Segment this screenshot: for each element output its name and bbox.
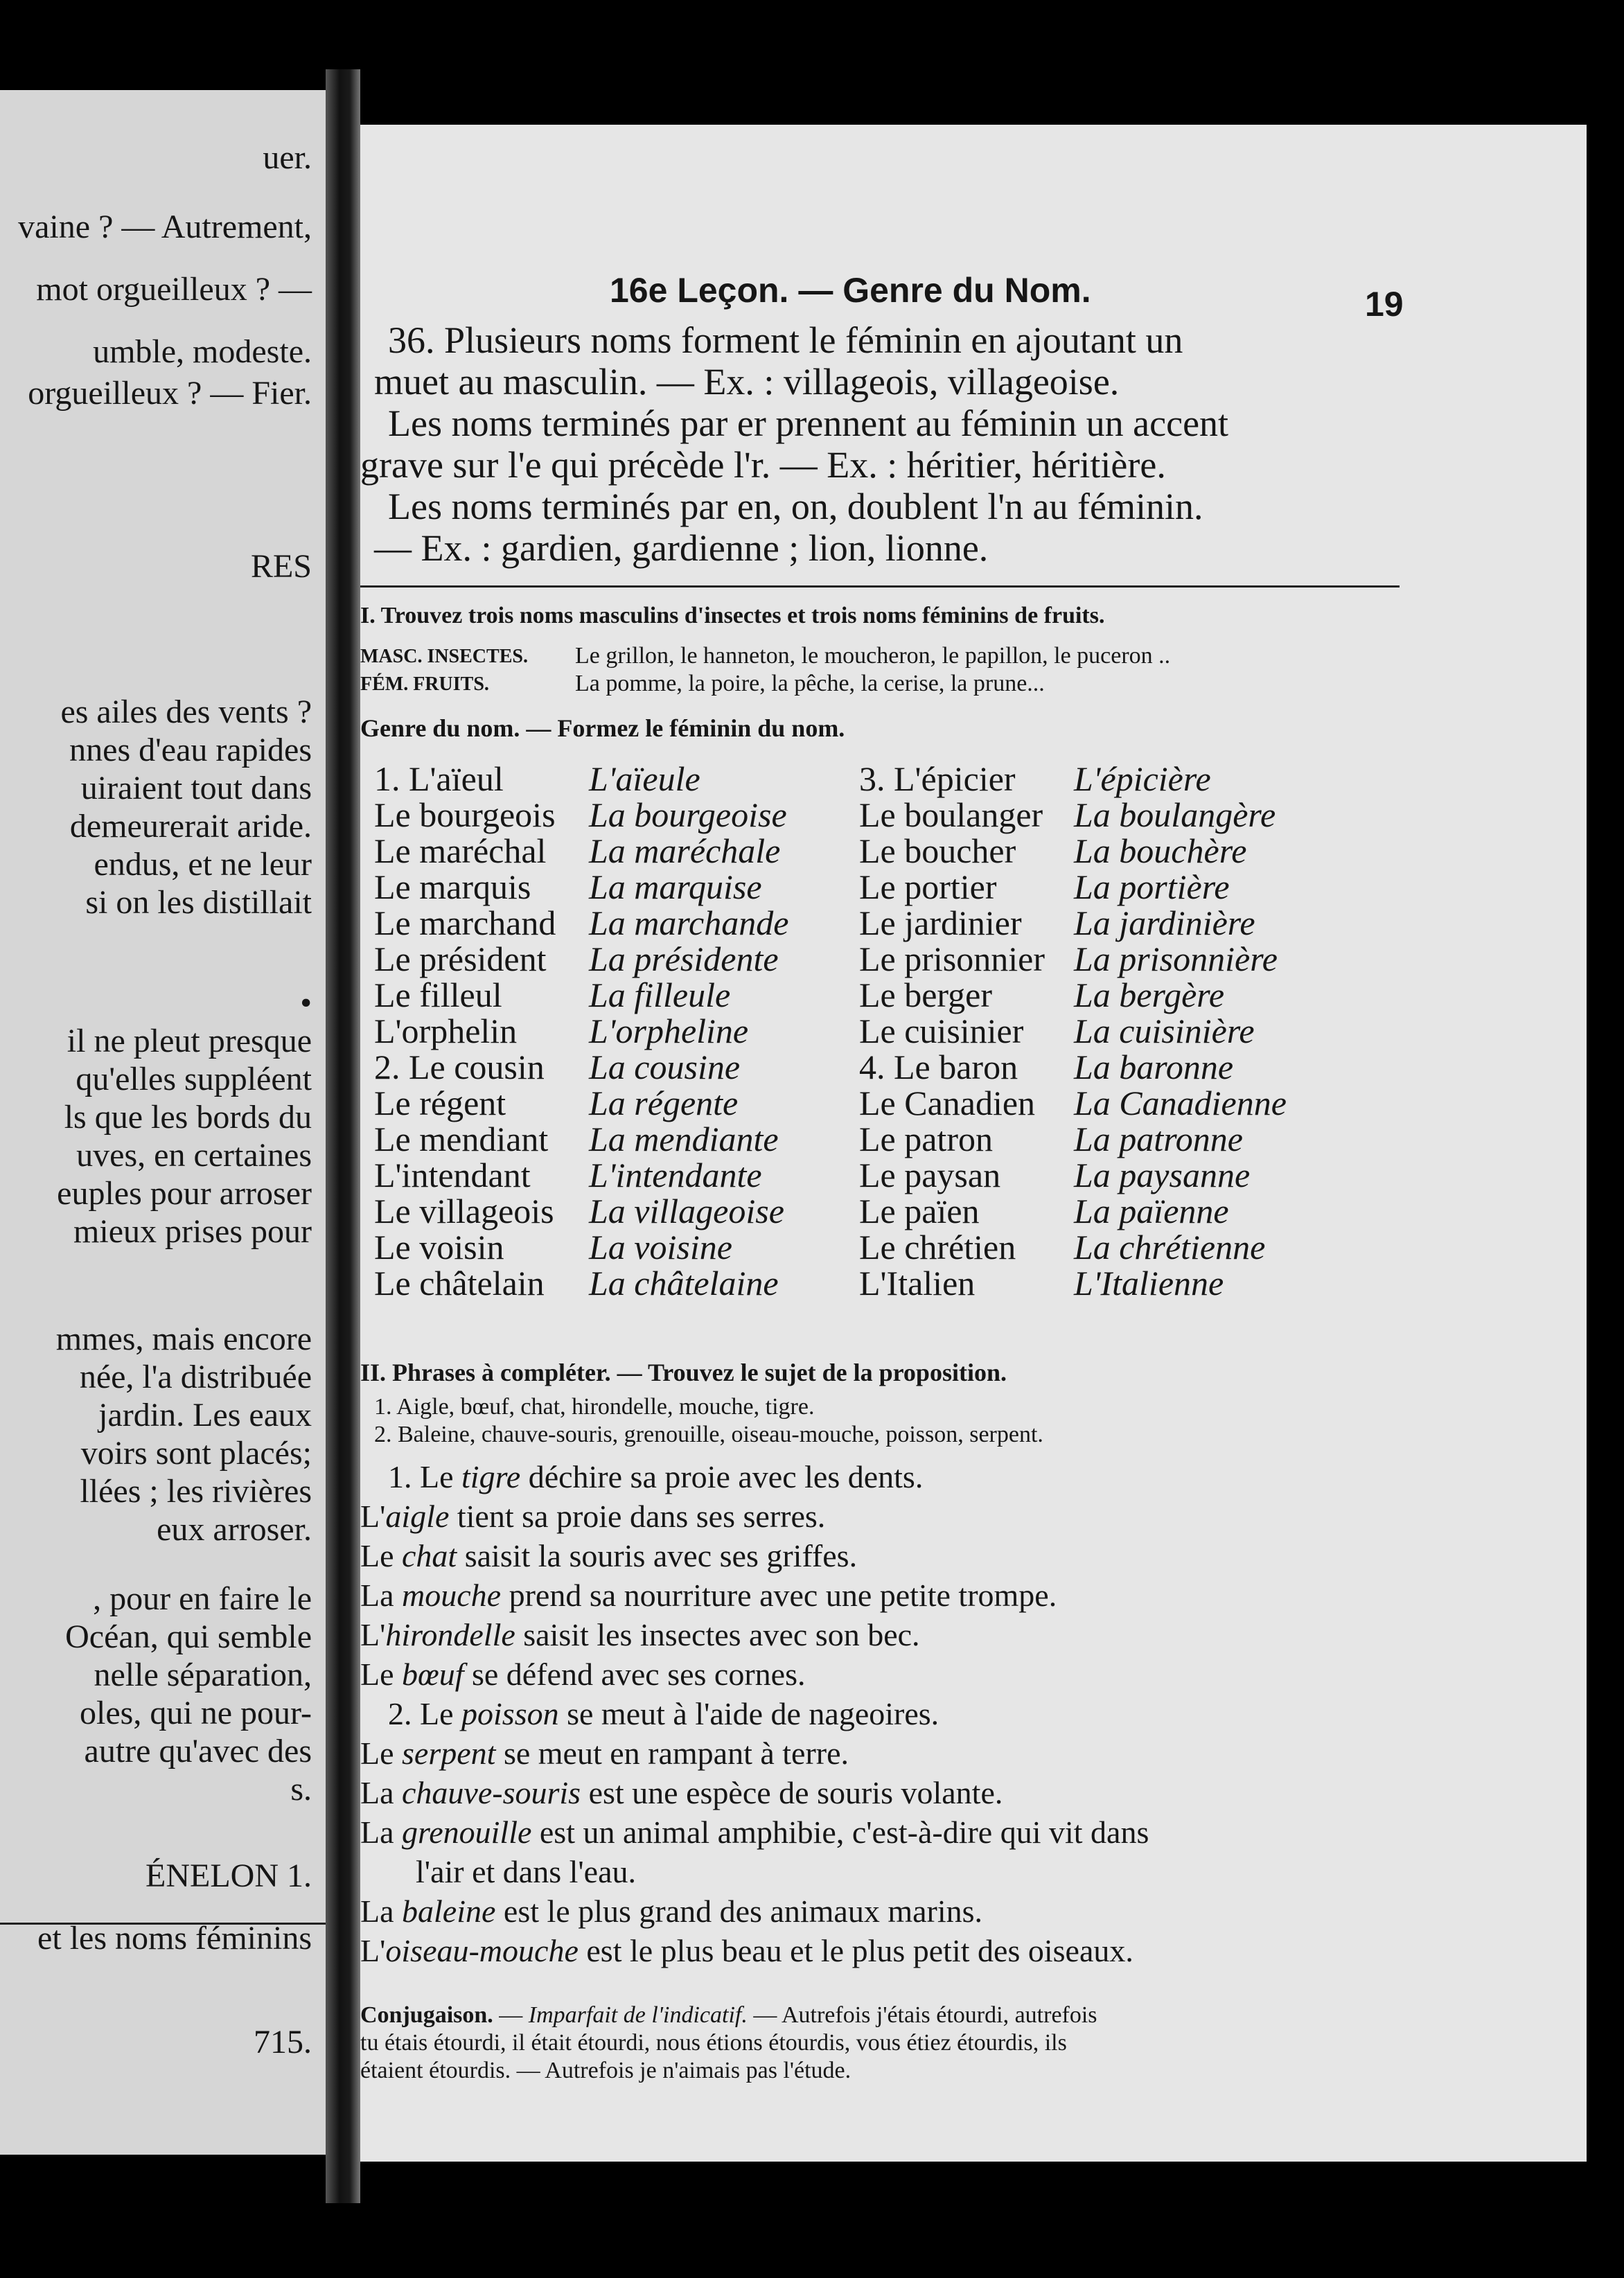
sentence-text: se défend avec ses cornes. <box>464 1657 806 1692</box>
sentence-text: La <box>360 1578 403 1613</box>
left-page-line: mieux prises pour <box>73 1213 312 1250</box>
sentence-text: L' <box>360 1617 386 1652</box>
sentence-subject: grenouille <box>402 1815 532 1850</box>
sentence-subject: serpent <box>402 1736 496 1771</box>
lesson-header: 16e Leçon. — Genre du Nom. <box>610 271 1091 310</box>
sentence-text: Le <box>360 1657 403 1692</box>
left-page-line: mot orgueilleux ? — <box>36 271 312 308</box>
masc-insects-text: Le grillon, le hanneton, le moucheron, le papillon, le puceron .. <box>575 643 1171 669</box>
conjugaison-dash: — <box>493 2002 529 2028</box>
masculine-noun: 1. L'aïeul <box>374 759 504 798</box>
left-page-line: nelle séparation, <box>94 1657 312 1693</box>
left-page-line: mmes, mais encore <box>55 1321 312 1357</box>
left-page-line: umble, modeste. <box>93 333 312 370</box>
masculine-noun: Le mendiant <box>374 1120 549 1158</box>
sentence-subject: chauve-souris <box>402 1775 581 1810</box>
feminine-noun: La prisonnière <box>1074 939 1278 978</box>
feminine-noun: La patronne <box>1074 1120 1243 1158</box>
sentence-text: déchire sa proie avec les dents. <box>520 1459 924 1494</box>
sentence-text: est un animal amphibie, c'est-à-dire qui vit dans <box>531 1815 1149 1850</box>
sentence-text: La <box>360 1893 403 1929</box>
feminine-noun: L'orpheline <box>589 1012 749 1050</box>
left-page-line: RES <box>250 548 312 585</box>
masculine-noun: Le régent <box>374 1084 506 1122</box>
page-number: 19 <box>1365 285 1404 324</box>
masculine-noun: L'orphelin <box>374 1012 518 1050</box>
sentence-text: 1. Le <box>388 1459 462 1494</box>
left-page-line: si on les distillait <box>85 884 312 921</box>
left-page-line: , pour en faire le <box>93 1580 312 1617</box>
word-list-1: 1. Aigle, bœuf, chat, hirondelle, mouche, tigre. <box>374 1394 815 1420</box>
genre-heading: Genre du nom. — Formez le féminin du nom. <box>360 714 845 742</box>
feminine-noun: La maréchale <box>589 831 781 870</box>
sentence-line <box>360 1893 982 1930</box>
masculine-noun: L'intendant <box>374 1156 531 1194</box>
left-page-line: ÉNELON 1. <box>145 1857 312 1894</box>
feminine-noun: La portière <box>1074 867 1230 906</box>
conjugaison-text-1: — Autrefois j'étais étourdi, autrefois <box>747 2002 1097 2028</box>
masculine-noun: Le cuisinier <box>859 1012 1024 1050</box>
sentence-line <box>360 1498 825 1535</box>
conjugaison-line-2: tu étais étourdi, il était étourdi, nous étions étourdis, vous étiez étourdis, ils <box>360 2030 1067 2056</box>
sentence-line <box>360 1735 849 1772</box>
sentence-subject: aigle <box>385 1499 450 1534</box>
rule-line: — Ex. : gardien, gardienne ; lion, lionne. <box>374 527 989 569</box>
sentence-line <box>416 1853 636 1890</box>
masculine-noun: Le boucher <box>859 831 1016 870</box>
masculine-noun: Le maréchal <box>374 831 547 870</box>
conjugaison-line-1 <box>360 2002 1097 2029</box>
masculine-noun: 3. L'épicier <box>859 759 1016 798</box>
left-page-line: Océan, qui semble <box>65 1618 312 1655</box>
left-page-line: orgueilleux ? — Fier. <box>28 375 312 412</box>
left-page-line: vaine ? — Autrement, <box>18 209 312 245</box>
feminine-noun: La cousine <box>589 1048 741 1086</box>
feminine-noun: La païenne <box>1074 1192 1229 1230</box>
feminine-noun: La Canadienne <box>1074 1084 1287 1122</box>
word-list-2: 2. Baleine, chauve-souris, grenouille, oiseau-mouche, poisson, serpent. <box>374 1422 1043 1447</box>
feminine-noun: La chrétienne <box>1074 1228 1266 1266</box>
left-page-line: et les noms féminins <box>37 1920 312 1957</box>
masculine-noun: Le villageois <box>374 1192 554 1230</box>
fem-fruits-text: La pomme, la poire, la pêche, la cerise, la prune... <box>575 671 1045 696</box>
feminine-noun: La bourgeoise <box>589 795 787 834</box>
masculine-noun: Le châtelain <box>374 1264 545 1303</box>
rule-line: Les noms terminés par en, on, doublent l'n au féminin. <box>388 486 1203 527</box>
masculine-noun: Le patron <box>859 1120 993 1158</box>
left-facing-page <box>0 90 326 2155</box>
sentence-text: se meut en rampant à terre. <box>495 1736 849 1771</box>
conjugaison-line-3: étaient étourdis. — Autrefois je n'aimais pas l'étude. <box>360 2058 851 2083</box>
left-page-line: née, l'a distribuée <box>79 1359 312 1395</box>
right-page <box>360 125 1587 2162</box>
fem-label: FÉM. FRUITS. <box>360 673 489 695</box>
sentence-text: saisit la souris avec ses griffes. <box>457 1538 858 1573</box>
sentence-line <box>360 1577 1057 1614</box>
masculine-noun: Le voisin <box>374 1228 504 1266</box>
left-page-line: voirs sont placés; <box>80 1435 312 1472</box>
feminine-noun: La bergère <box>1074 975 1225 1014</box>
sentence-text: La <box>360 1815 403 1850</box>
masculine-noun: Le bourgeois <box>374 795 556 834</box>
masculine-noun: Le boulanger <box>859 795 1043 834</box>
sentence-line <box>360 1616 920 1653</box>
left-page-line: • <box>300 985 312 1021</box>
left-page-line: 715. <box>254 2024 312 2060</box>
left-page-line: demeurerait aride. <box>69 808 312 845</box>
masculine-noun: Le berger <box>859 975 993 1014</box>
feminine-noun: La baronne <box>1074 1048 1234 1086</box>
left-page-line: ls que les bords du <box>64 1099 312 1136</box>
left-page-line: uer. <box>263 139 312 176</box>
sentence-subject: oiseau-mouche <box>385 1933 579 1968</box>
masculine-noun: Le marchand <box>374 903 556 942</box>
feminine-noun: La filleule <box>589 975 731 1014</box>
left-page-line: llées ; les rivières <box>80 1473 312 1510</box>
feminine-noun: La villageoise <box>589 1192 784 1230</box>
rule-line: 36. Plusieurs noms forment le féminin en ajoutant un <box>388 319 1183 361</box>
sentence-text: est le plus grand des animaux marins. <box>495 1893 983 1929</box>
masc-label: MASC. INSECTES. <box>360 646 528 667</box>
feminine-noun: L'épicière <box>1074 759 1211 798</box>
feminine-noun: La régente <box>589 1084 739 1122</box>
masculine-noun: Le jardinier <box>859 903 1022 942</box>
left-page-line: uiraient tout dans <box>80 770 312 806</box>
sentence-subject: tigre <box>461 1459 521 1494</box>
conjugaison-label: Conjugaison. <box>360 2002 493 2028</box>
sentence-subject: hirondelle <box>385 1617 515 1652</box>
feminine-noun: La voisine <box>589 1228 732 1266</box>
exercise-1-heading: I. Trouvez trois noms masculins d'insectes et trois noms féminins de fruits. <box>360 603 1105 628</box>
masculine-noun: Le chrétien <box>859 1228 1016 1266</box>
left-page-line: eux arroser. <box>157 1511 312 1548</box>
left-page-line: jardin. Les eaux <box>98 1397 312 1433</box>
feminine-noun: La châtelaine <box>589 1264 779 1303</box>
masculine-noun: Le portier <box>859 867 997 906</box>
sentence-text: L' <box>360 1933 386 1968</box>
feminine-noun: La présidente <box>589 939 779 978</box>
feminine-noun: L'Italienne <box>1074 1264 1224 1303</box>
sentence-subject: mouche <box>402 1578 502 1613</box>
book-spine <box>326 69 360 2203</box>
masculine-noun: Le prisonnier <box>859 939 1045 978</box>
section-divider <box>360 585 1400 588</box>
left-page-line: endus, et ne leur <box>94 846 312 883</box>
left-page-line: s. <box>290 1771 312 1808</box>
masculine-noun: Le païen <box>859 1192 980 1230</box>
sentence-line <box>360 1932 1133 1969</box>
left-page-line: il ne pleut presque <box>67 1023 312 1059</box>
masculine-noun: Le marquis <box>374 867 531 906</box>
sentence-subject: bœuf <box>402 1657 464 1692</box>
sentence-subject: poisson <box>461 1696 559 1731</box>
sentence-text: Le <box>360 1538 403 1573</box>
sentence-text: est une espèce de souris volante. <box>581 1775 1003 1810</box>
masculine-noun: Le président <box>374 939 547 978</box>
left-page-line: qu'elles suppléent <box>76 1061 312 1097</box>
left-page-line: es ailes des vents ? <box>60 694 312 730</box>
sentence-text: La <box>360 1775 403 1810</box>
sentence-text: saisit les insectes avec son bec. <box>515 1617 920 1652</box>
feminine-noun: L'aïeule <box>589 759 700 798</box>
sentence-text: se meut à l'aide de nageoires. <box>558 1696 939 1731</box>
masculine-noun: L'Italien <box>859 1264 976 1303</box>
sentence-text: est le plus beau et le plus petit des oiseaux. <box>578 1933 1133 1968</box>
masculine-noun: 4. Le baron <box>859 1048 1018 1086</box>
sentence-subject: baleine <box>402 1893 496 1929</box>
rule-line: muet au masculin. — Ex. : villageois, villageoise. <box>374 361 1120 403</box>
sentence-line <box>388 1695 939 1732</box>
masculine-noun: Le filleul <box>374 975 502 1014</box>
sentence-line <box>360 1537 857 1574</box>
feminine-noun: La marchande <box>589 903 789 942</box>
feminine-noun: La bouchère <box>1074 831 1247 870</box>
sentence-line <box>360 1774 1003 1811</box>
sentence-text: Le <box>360 1736 403 1771</box>
sentence-text: tient sa proie dans ses serres. <box>449 1499 826 1534</box>
sentence-text: prend sa nourriture avec une petite trompe. <box>501 1578 1057 1613</box>
feminine-noun: La jardinière <box>1074 903 1255 942</box>
left-page-line: oles, qui ne pour- <box>80 1695 312 1731</box>
left-page-line: nnes d'eau rapides <box>69 732 312 768</box>
feminine-noun: L'intendante <box>589 1156 762 1194</box>
exercise-2-heading: II. Phrases à compléter. — Trouvez le sujet de la proposition. <box>360 1359 1007 1386</box>
masculine-noun: Le Canadien <box>859 1084 1036 1122</box>
left-page-line: uves, en certaines <box>76 1137 312 1174</box>
left-page-line: euples pour arroser <box>57 1175 312 1212</box>
sentence-line <box>360 1814 1149 1851</box>
rule-line: grave sur l'e qui précède l'r. — Ex. : héritier, héritière. <box>360 444 1166 486</box>
feminine-noun: La marquise <box>589 867 762 906</box>
masculine-noun: 2. Le cousin <box>374 1048 545 1086</box>
left-page-line: autre qu'avec des <box>84 1733 312 1769</box>
masculine-noun: Le paysan <box>859 1156 1001 1194</box>
feminine-noun: La cuisinière <box>1074 1012 1255 1050</box>
sentence-subject: chat <box>402 1538 457 1573</box>
conjugaison-tense: Imparfait de l'indicatif. <box>528 2002 748 2028</box>
sentence-text: 2. Le <box>388 1696 462 1731</box>
feminine-noun: La boulangère <box>1074 795 1276 834</box>
sentence-line <box>360 1656 805 1693</box>
sentence-line <box>388 1458 923 1495</box>
sentence-text: l'air et dans l'eau. <box>416 1854 637 1889</box>
feminine-noun: La mendiante <box>589 1120 779 1158</box>
feminine-noun: La paysanne <box>1074 1156 1251 1194</box>
sentence-text: L' <box>360 1499 386 1534</box>
rule-line: Les noms terminés par er prennent au féminin un accent <box>388 403 1229 444</box>
